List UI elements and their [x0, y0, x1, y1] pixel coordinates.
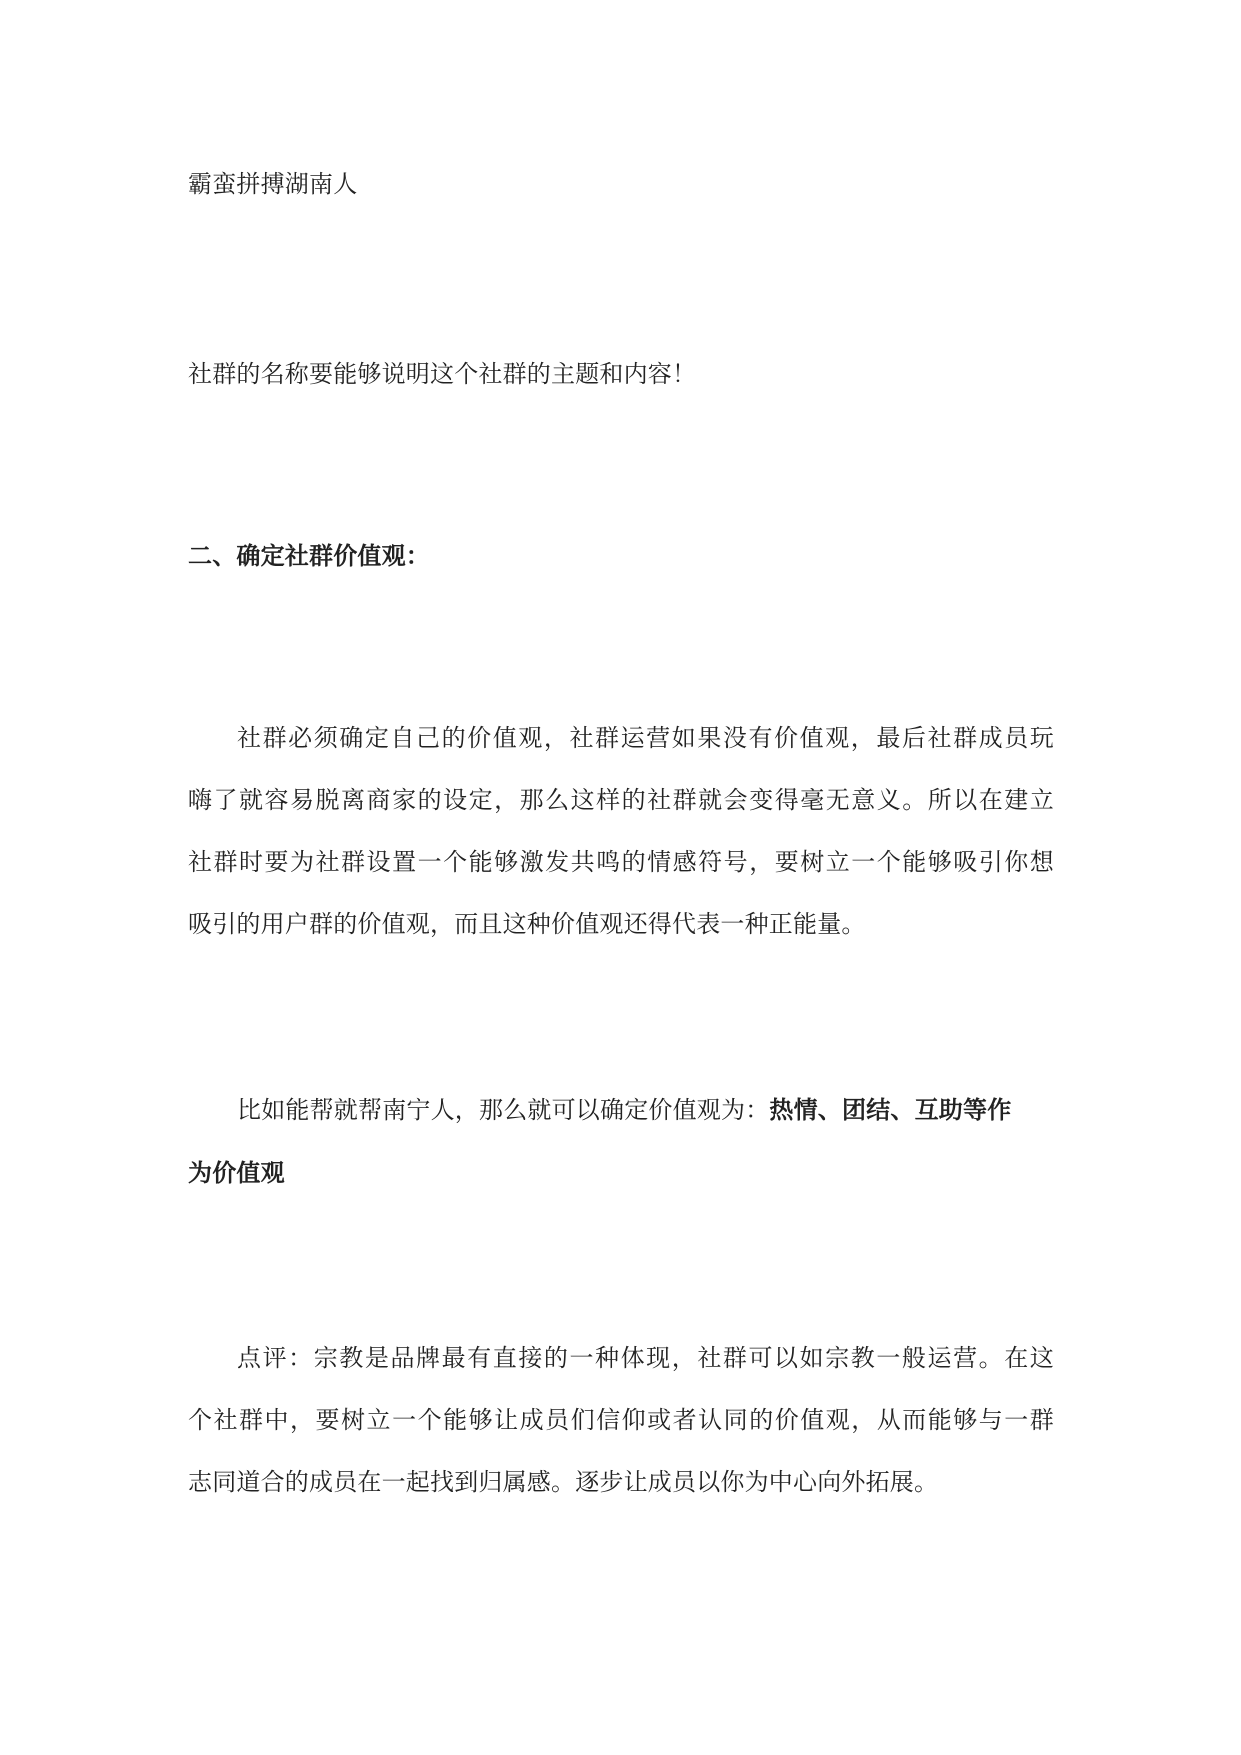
- paragraph-line: 志同道合的成员在一起找到归属感。逐步让成员以你为中心向外拓展。: [188, 1468, 939, 1496]
- example-values-bold: 热情、团结、互助等作: [769, 1096, 1012, 1124]
- paragraph-line: 点评：宗教是品牌最有直接的一种体现，社群可以如宗教一般运营。在这: [237, 1344, 1054, 1372]
- paragraph-line: 嗨了就容易脱离商家的设定，那么这样的社群就会变得毫无意义。所以在建立: [188, 786, 1054, 814]
- example-line: [237, 1094, 1011, 1126]
- section-heading: 二、确定社群价值观：: [188, 542, 430, 570]
- paragraph-line: 社群必须确定自己的价值观，社群运营如果没有价值观，最后社群成员玩: [237, 724, 1054, 752]
- community-name-example: 霸蛮拼搏湖南人: [188, 170, 358, 198]
- example-values-bold-continued: 为价值观: [188, 1159, 285, 1187]
- example-text: 比如能帮就帮南宁人，那么就可以确定价值观为：: [237, 1096, 770, 1124]
- paragraph-line: 吸引的用户群的价值观，而且这种价值观还得代表一种正能量。: [188, 910, 866, 938]
- paragraph-line: 个社群中，要树立一个能够让成员们信仰或者认同的价值观，从而能够与一群: [188, 1406, 1054, 1434]
- naming-rule-text: 社群的名称要能够说明这个社群的主题和内容！: [188, 360, 697, 388]
- paragraph-line: 社群时要为社群设置一个能够激发共鸣的情感符号，要树立一个能够吸引你想: [188, 848, 1054, 876]
